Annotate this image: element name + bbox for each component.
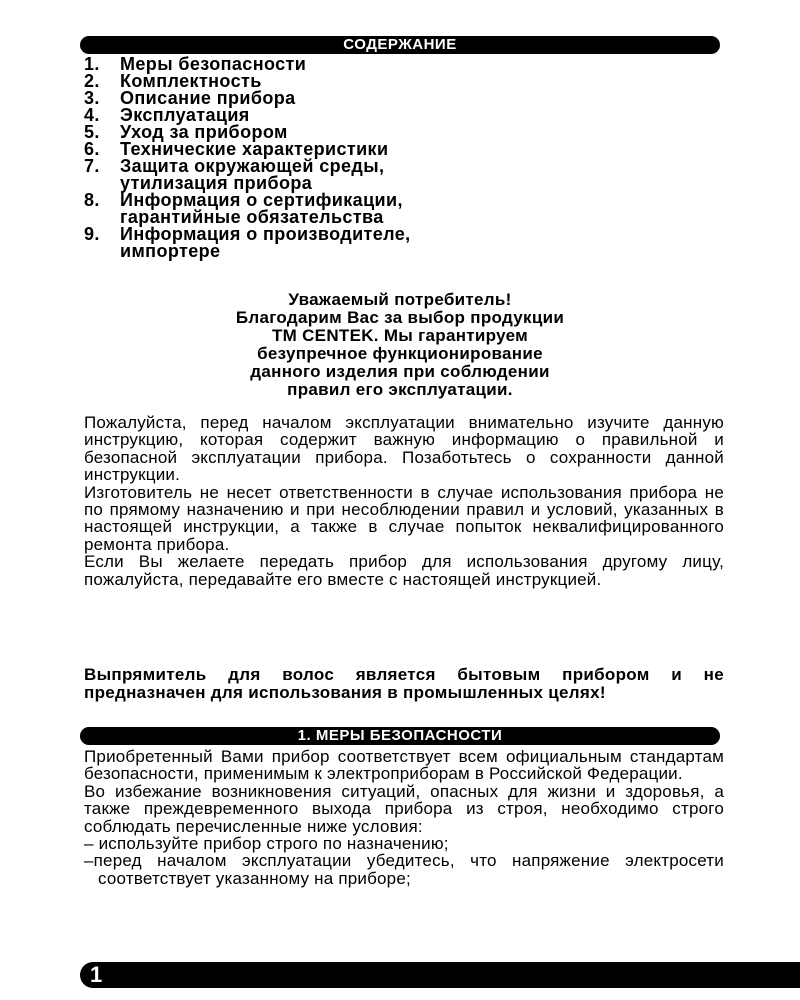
safety-list-item: – используйте прибор строго по назначению; (84, 834, 449, 854)
table-of-contents (84, 56, 724, 260)
toc-item-text: Меры безопасности (120, 54, 307, 74)
toc-item-text: Описание прибора (120, 88, 296, 108)
toc-item-number: 5. (84, 122, 100, 142)
intro-section (84, 414, 724, 588)
toc-item-number: 2. (84, 71, 100, 91)
safety-section (84, 748, 724, 887)
safety-paragraph: Во избежание возникновения ситуаций, опасных для жизни и здоровья, а также преждевременного выхода прибора из строя, необходимо строго соблюдать перечисленные ниже условия: (84, 781, 724, 836)
safety-list-item: –перед началом эксплуатации убедитесь, что напряжение электросети соответствует указанному на приборе; (84, 851, 724, 888)
page-number: 1 (90, 962, 103, 987)
toc-heading: СОДЕРЖАНИЕ (80, 36, 720, 54)
toc-item-number: 4. (84, 105, 100, 125)
greeting-line: Уважаемый потребитель! (288, 290, 512, 309)
toc-item-text: Комплектность (120, 71, 262, 91)
usage-warning: Выпрямитель для волос является бытовым прибором и не предназначен для использования в промышленных целях! (84, 665, 724, 702)
greeting-line: данного изделия при соблюдении (250, 362, 550, 381)
toc-item-number: 3. (84, 88, 100, 108)
greeting-line: безупречное функционирование (257, 344, 543, 363)
intro-paragraph: Если Вы желаете передать прибор для использования другому лицу, пожалуйста, передавайте его вместе с настоящей инструкцией. (84, 552, 724, 589)
intro-paragraph: Изготовитель не несет ответственности в случае использования прибора не по прямому назначению и при несоблюдении правил и условий, указанных в настоящей инструкции, а также в случае попыток неквалифицированного ремонта прибора. (84, 482, 724, 554)
toc-item-text: Уход за прибором (120, 122, 288, 142)
toc-item-text: Защита окружающей среды, утилизация прибора (120, 156, 385, 193)
toc-item-number: 9. (84, 224, 100, 244)
greeting-line: правил его эксплуатации. (287, 380, 513, 399)
safety-paragraph: Приобретенный Вами прибор соответствует всем официальным стандартам безопасности, применимым к электроприборам в Российской Федерации. (84, 747, 724, 784)
toc-item-number: 1. (84, 54, 100, 74)
safety-heading: 1. МЕРЫ БЕЗОПАСНОСТИ (80, 727, 720, 745)
toc-item-text: Информация о производителе, импортере (120, 224, 411, 261)
toc-item-number: 8. (84, 190, 100, 210)
customer-greeting (80, 291, 720, 399)
toc-item-text: Информация о сертификации, гарантийные обязательства (120, 190, 403, 227)
footer-bar (80, 962, 800, 988)
toc-item-text: Технические характеристики (120, 139, 389, 159)
toc-item (84, 158, 724, 192)
toc-item (84, 192, 724, 226)
toc-item-number: 6. (84, 139, 100, 159)
toc-item-number: 7. (84, 156, 100, 176)
greeting-line: ТМ CENTEK. Мы гарантируем (271, 326, 529, 345)
intro-paragraph: Пожалуйста, перед началом эксплуатации внимательно изучите данную инструкцию, которая содержит важную информацию о правильной и безопасной эксплуатации прибора. Позаботьтесь о сохранности данной инструкции. (84, 413, 724, 485)
greeting-line: Благодарим Вас за выбор продукции (235, 308, 565, 327)
toc-item (84, 226, 724, 260)
toc-item-text: Эксплуатация (120, 105, 250, 125)
